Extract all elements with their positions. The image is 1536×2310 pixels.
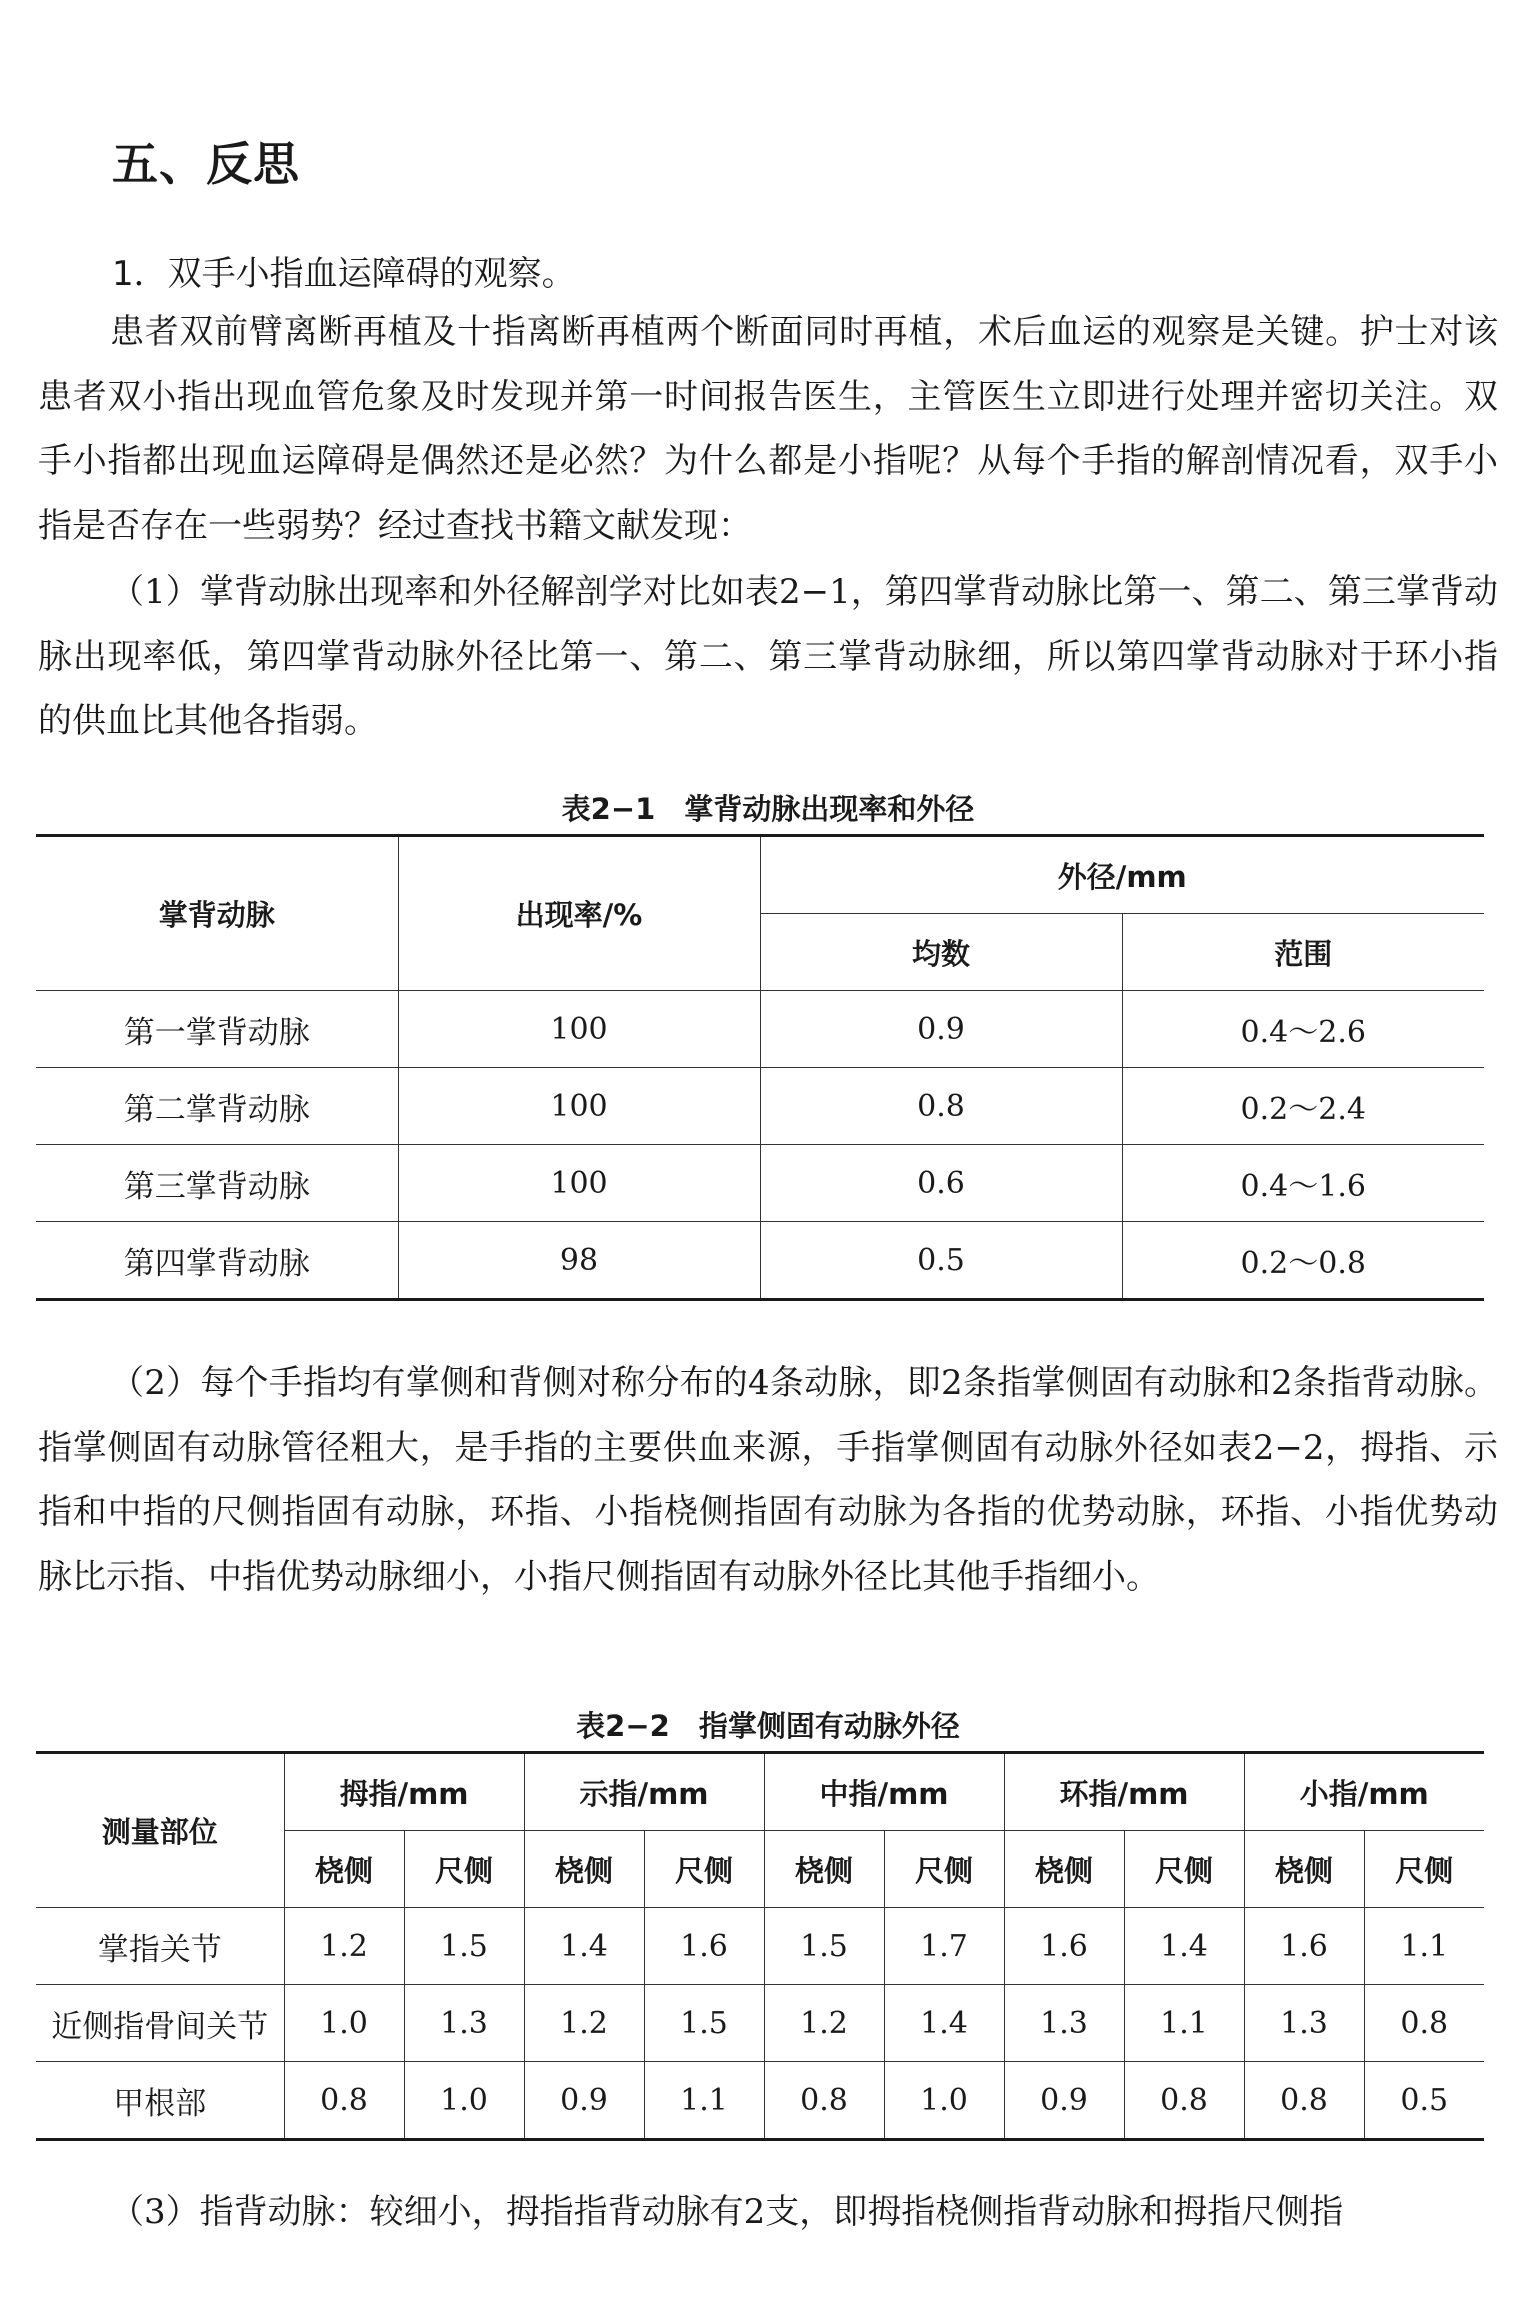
table-row bbox=[36, 1145, 1484, 1222]
paragraph-point-2: （2）每个手指均有掌侧和背侧对称分布的4条动脉，即2条指掌侧固有动脉和2条指背动脉。指掌侧固有动脉管径粗大，是手指的主要供血来源，手指掌侧固有动脉外径如表2−2，拇指、示指和中指的尺侧指固有动脉，环指、小指桡侧指固有动脉为各指的优势动脉，环指、小指优势动脉比示指、中指优势动脉细小，小指尺侧指固有动脉外径比其他手指细小。 bbox=[38, 1363, 1498, 1597]
table2-cell: 1.1 bbox=[644, 2062, 764, 2140]
table1-cell-range: 0.2～0.8 bbox=[1122, 1222, 1484, 1300]
table1-cell-range: 0.4～2.6 bbox=[1122, 991, 1484, 1068]
table2-header-ulnar: 尺侧 bbox=[884, 1831, 1004, 1908]
table2-cell: 1.4 bbox=[1124, 1908, 1244, 1985]
table1-cell-rate: 100 bbox=[398, 1145, 760, 1222]
table-row bbox=[36, 991, 1484, 1068]
table2-cell: 1.2 bbox=[764, 1985, 884, 2062]
table2-header-ulnar: 尺侧 bbox=[1364, 1831, 1484, 1908]
table1-caption: 表2−1 掌背动脉出现率和外径 bbox=[561, 792, 975, 826]
table2-cell: 1.0 bbox=[404, 2062, 524, 2140]
table2-cell: 1.6 bbox=[644, 1908, 764, 1985]
table1-header-row-1 bbox=[36, 836, 1484, 914]
table1-cell-name: 第二掌背动脉 bbox=[36, 1068, 398, 1145]
table1-cell-rate: 100 bbox=[398, 1068, 760, 1145]
section-heading: 五、反思 bbox=[112, 137, 300, 191]
table2-cell-site: 掌指关节 bbox=[36, 1908, 284, 1985]
table2-header-radial: 桡侧 bbox=[764, 1831, 884, 1908]
table1-cell-mean: 0.5 bbox=[760, 1222, 1122, 1300]
table1-cell-name: 第一掌背动脉 bbox=[36, 991, 398, 1068]
table1-header-artery: 掌背动脉 bbox=[36, 836, 398, 991]
table1-header-rate: 出现率/% bbox=[398, 836, 760, 991]
table2-cell: 1.0 bbox=[284, 1985, 404, 2062]
paragraph-intro: 患者双前臂离断再植及十指离断再植两个断面同时再植，术后血运的观察是关键。护士对该患者双小指出现血管危象及时发现并第一时间报告医生，主管医生立即进行处理并密切关注。双手小指都出现血运障碍是偶然还是必然？为什么都是小指呢？从每个手指的解剖情况看，双手小指是否存在一些弱势？经过查找书籍文献发现： bbox=[38, 312, 1498, 546]
table2-cell: 1.1 bbox=[1124, 1985, 1244, 2062]
table1-cell-name: 第三掌背动脉 bbox=[36, 1145, 398, 1222]
table1-header-mean: 均数 bbox=[760, 914, 1122, 991]
table2-cell: 1.3 bbox=[1244, 1985, 1364, 2062]
table2-header-ulnar: 尺侧 bbox=[404, 1831, 524, 1908]
table2-cell: 1.6 bbox=[1004, 1908, 1124, 1985]
table2-cell: 0.8 bbox=[764, 2062, 884, 2140]
table2-header-row-1 bbox=[36, 1753, 1484, 1831]
table2-cell: 1.5 bbox=[764, 1908, 884, 1985]
table2-cell: 1.2 bbox=[284, 1908, 404, 1985]
table-dorsal-metacarpal-arteries bbox=[36, 834, 1484, 1301]
table2-cell: 1.6 bbox=[1244, 1908, 1364, 1985]
table2-header-radial: 桡侧 bbox=[1244, 1831, 1364, 1908]
table2-header-site: 测量部位 bbox=[36, 1753, 284, 1908]
table1-cell-mean: 0.9 bbox=[760, 991, 1122, 1068]
subsection-heading: 1．双手小指血运障碍的观察。 bbox=[112, 254, 576, 294]
table2-cell: 0.9 bbox=[524, 2062, 644, 2140]
table2-cell: 1.5 bbox=[644, 1985, 764, 2062]
table2-cell: 1.4 bbox=[524, 1908, 644, 1985]
table1-cell-range: 0.2～2.4 bbox=[1122, 1068, 1484, 1145]
table2-header-radial: 桡侧 bbox=[524, 1831, 644, 1908]
table2-header-ring: 环指/mm bbox=[1004, 1753, 1244, 1831]
table2-header-thumb: 拇指/mm bbox=[284, 1753, 524, 1831]
table2-cell: 0.5 bbox=[1364, 2062, 1484, 2140]
table2-cell: 0.9 bbox=[1004, 2062, 1124, 2140]
table1-header-range: 范围 bbox=[1122, 914, 1484, 991]
table2-cell: 0.8 bbox=[1124, 2062, 1244, 2140]
table2-header-little: 小指/mm bbox=[1244, 1753, 1484, 1831]
table2-header-radial: 桡侧 bbox=[1004, 1831, 1124, 1908]
table2-cell-site: 甲根部 bbox=[36, 2062, 284, 2140]
table-palmar-digital-arteries bbox=[36, 1751, 1484, 2141]
table2-cell: 1.3 bbox=[1004, 1985, 1124, 2062]
table2-cell-site: 近侧指骨间关节 bbox=[36, 1985, 284, 2062]
table2-cell: 0.8 bbox=[284, 2062, 404, 2140]
table2-header-middle: 中指/mm bbox=[764, 1753, 1004, 1831]
table-row bbox=[36, 1222, 1484, 1300]
table2-caption: 表2−2 指掌侧固有动脉外径 bbox=[576, 1709, 960, 1743]
table-row bbox=[36, 1985, 1484, 2062]
table2-header-index: 示指/mm bbox=[524, 1753, 764, 1831]
paragraph-point-1: （1）掌背动脉出现率和外径解剖学对比如表2−1，第四掌背动脉比第一、第二、第三掌背动脉出现率低，第四掌背动脉外径比第一、第二、第三掌背动脉细，所以第四掌背动脉对于环小指的供血比其他各指弱。 bbox=[38, 572, 1498, 741]
table2-header-ulnar: 尺侧 bbox=[644, 1831, 764, 1908]
table-row bbox=[36, 1068, 1484, 1145]
table2-cell: 0.8 bbox=[1364, 1985, 1484, 2062]
table2-cell: 0.8 bbox=[1244, 2062, 1364, 2140]
table2-cell: 1.3 bbox=[404, 1985, 524, 2062]
table2-header-ulnar: 尺侧 bbox=[1124, 1831, 1244, 1908]
table2-cell: 1.7 bbox=[884, 1908, 1004, 1985]
table2-header-radial: 桡侧 bbox=[284, 1831, 404, 1908]
table-row bbox=[36, 1908, 1484, 1985]
table1-cell-range: 0.4～1.6 bbox=[1122, 1145, 1484, 1222]
table-row bbox=[36, 2062, 1484, 2140]
table1-header-diameter: 外径/mm bbox=[760, 836, 1484, 914]
table1-cell-name: 第四掌背动脉 bbox=[36, 1222, 398, 1300]
table2-cell: 1.4 bbox=[884, 1985, 1004, 2062]
table2-cell: 1.5 bbox=[404, 1908, 524, 1985]
table2-cell: 1.2 bbox=[524, 1985, 644, 2062]
table2-cell: 1.0 bbox=[884, 2062, 1004, 2140]
table1-cell-rate: 98 bbox=[398, 1222, 760, 1300]
table2-cell: 1.1 bbox=[1364, 1908, 1484, 1985]
table1-cell-mean: 0.8 bbox=[760, 1068, 1122, 1145]
paragraph-point-3: （3）指背动脉：较细小，拇指指背动脉有2支，即拇指桡侧指背动脉和拇指尺侧指 bbox=[110, 2192, 1344, 2232]
table1-cell-mean: 0.6 bbox=[760, 1145, 1122, 1222]
table1-cell-rate: 100 bbox=[398, 991, 760, 1068]
